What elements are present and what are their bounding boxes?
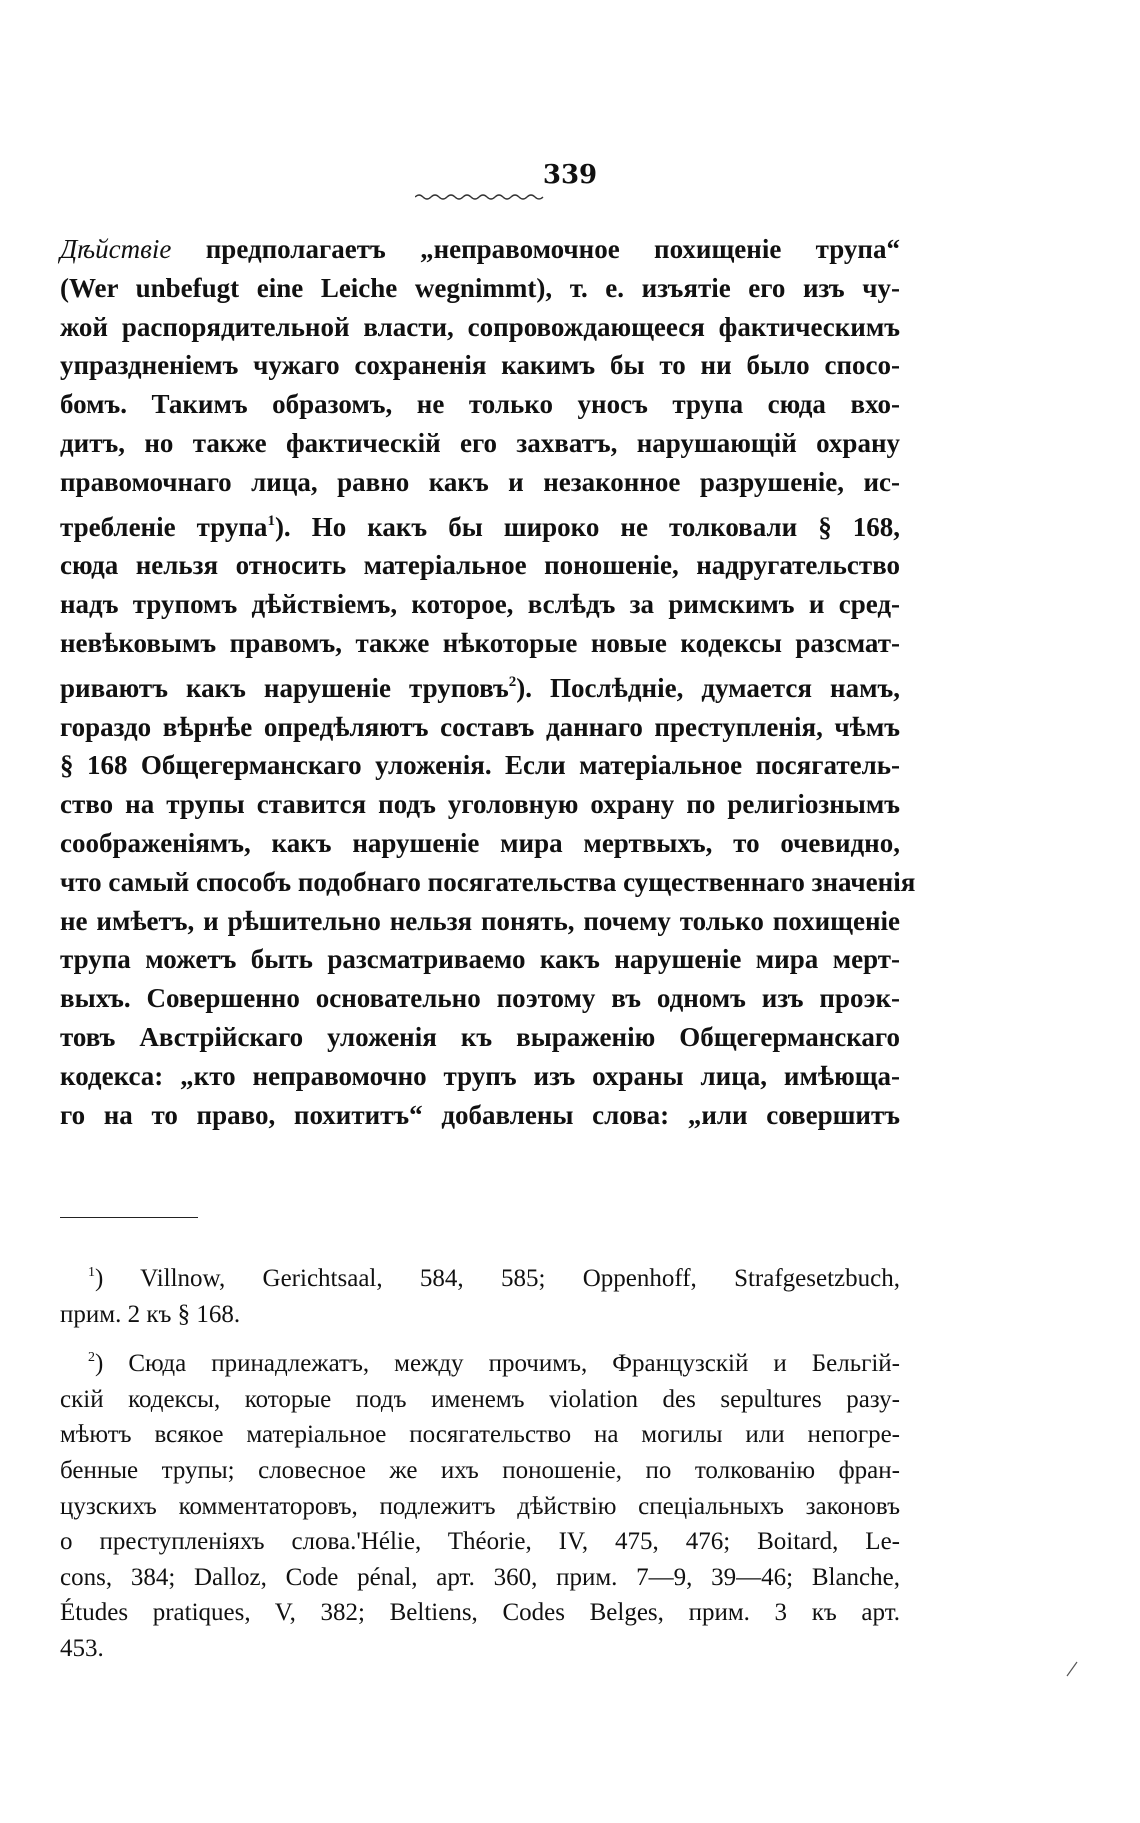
text-line: невѣковымъ правомъ, также нѣкоторые новые кодексы разсмат-	[60, 627, 900, 658]
footnote-line: 453.	[60, 1634, 104, 1662]
text-line: требленіе трупа$^1$). Но какъ бы широко не толковали § 168,	[60, 511, 900, 542]
text-line: товъ Австрійскаго уложенія къ выраженію Общегерманскаго	[60, 1021, 900, 1052]
lead-word: Дѣйствіе	[60, 234, 172, 264]
footnote-line: скій кодексы, которые подъ именемъ violation des sepultures разу-	[60, 1385, 900, 1413]
text-line: кодекса: „кто неправомочно трупъ изъ охраны лица, имѣюща-	[60, 1060, 900, 1091]
footnote-divider	[60, 1217, 198, 1218]
text-line: что самый способъ подобнаго посягательства существеннаго значенія	[60, 866, 916, 897]
footnote-line: $^2$) Сюда принадлежатъ, между прочимъ, Французскій и Бельгій-	[88, 1350, 900, 1378]
text-line: жой распорядительной власти, сопровождающееся фактическимъ	[60, 311, 900, 342]
text-line: трупа можетъ быть разсматриваемо какъ нарушеніе мира мерт-	[60, 944, 900, 975]
page-number: 339	[542, 160, 598, 190]
footnote-line: цузскихъ комментаторовъ, подлежитъ дѣйствію спеціальныхъ законовъ	[60, 1492, 900, 1520]
text-line: не имѣетъ, и рѣшительно нельзя понять, почему только похищеніе	[60, 905, 900, 936]
text-line: гораздо вѣрнѣе опредѣляютъ составъ даннаго преступленія, чѣмъ	[60, 711, 900, 742]
footnote-line: Études pratiques, V, 382; Beltiens, Codes Belges, прим. 3 къ арт.	[60, 1599, 900, 1627]
text-line: сюда нельзя относить матеріальное поношеніе, надругательство	[60, 550, 900, 581]
text-line: соображеніямъ, какъ нарушеніе мира мертвыхъ, то очевидно,	[60, 827, 900, 858]
text-line: Дѣйствіе предполагаетъ „неправомочное похищеніе трупа“	[60, 234, 900, 264]
footnotes	[60, 1255, 900, 1675]
footnote-line: мѣютъ всякое матеріальное посягательство на могилы или непогре-	[60, 1421, 900, 1449]
footnote-ref[interactable]: 2	[508, 673, 517, 690]
text-line: упраздненіемъ чужаго сохраненія какимъ бы то ни было спосо-	[60, 350, 900, 381]
footnote-line: бенные трупы; словесное же ихъ поношеніе, по толкованію фран-	[60, 1456, 900, 1484]
text-line: надъ трупомъ дѣйствіемъ, которое, вслѣдъ за римскимъ и сред-	[60, 589, 900, 620]
text-line: § 168 Общегерманскаго уложенія. Если матеріальное посягатель-	[60, 750, 900, 781]
text-line: правомочнаго лица, равно какъ и незаконное разрушеніе, ис-	[60, 466, 900, 497]
footnote-line: cons, 384; Dalloz, Code pénal, арт. 360, прим. 7—9, 39—46; Blanche,	[60, 1563, 900, 1591]
text-line: го на то право, похититъ“ добавлены слова: „или совершитъ	[60, 1099, 900, 1130]
pencil-mark-icon	[1065, 1660, 1079, 1678]
footnote-line: о преступленіяхъ слова.'Hélie, Théorie, IV, 475, 476; Boitard, Le-	[60, 1528, 900, 1556]
footnote-line: $^1$) Villnow, Gerichtsaal, 584, 585; Oppenhoff, Strafgesetzbuch,	[88, 1265, 900, 1292]
text-line: ство на трупы ставится подъ уголовную охрану по религіознымъ	[60, 789, 900, 820]
footnote-marker: 2	[88, 1350, 95, 1366]
footnote-2	[60, 1340, 900, 1666]
footnote-ref[interactable]: 1	[267, 512, 275, 529]
footnote-marker: 1	[88, 1265, 95, 1280]
text-line: выхъ. Совершенно основательно поэтому въ одномъ изъ проэк-	[60, 983, 900, 1014]
main-text	[60, 230, 916, 1134]
text-line: риваютъ какъ нарушеніе труповъ$^2$). Послѣдніе, думается намъ,	[60, 672, 900, 703]
text-line: бомъ. Такимъ образомъ, не только уносъ трупа сюда вхо-	[60, 389, 900, 420]
footnote-1	[60, 1255, 900, 1332]
footnote-line: прим. 2 къ § 168.	[60, 1300, 241, 1328]
wavy-rule	[415, 193, 545, 201]
text-line: (Wer unbefugt eine Leiche wegnimmt), т. е. изъятіе его изъ чу-	[60, 272, 900, 303]
text-line: дитъ, но также фактическій его захватъ, нарушающій охрану	[60, 427, 900, 458]
